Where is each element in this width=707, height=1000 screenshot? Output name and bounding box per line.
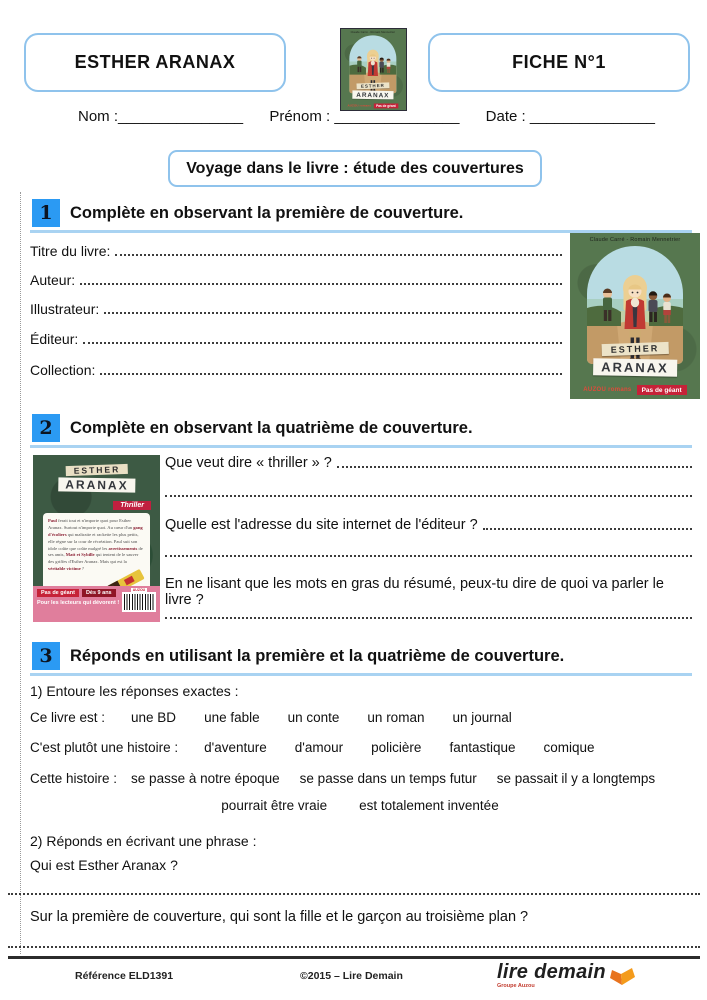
field-label: Illustrateur: xyxy=(30,301,100,317)
cover-authors: Claude Carré - Romain Mennetrier xyxy=(589,237,681,243)
answer-line xyxy=(8,893,700,895)
part2-label: 2) Réponds en écrivant une phrase : xyxy=(30,833,257,849)
section2-heading: Complète en observant la quatrième de couverture. xyxy=(70,419,473,437)
logo-text: lire demain xyxy=(497,961,606,983)
field-row-auteur xyxy=(30,269,562,288)
prenom-blank: _______________ xyxy=(334,108,460,125)
choice-option: un roman xyxy=(367,710,425,725)
field-label: Auteur: xyxy=(30,272,76,288)
field-row-editeur xyxy=(30,328,562,347)
field-label: Collection: xyxy=(30,362,96,378)
series-title-box xyxy=(24,33,286,92)
answer-line xyxy=(115,240,562,256)
choice-option: fantastique xyxy=(449,740,516,755)
answer-line xyxy=(165,617,692,619)
choice-option: un conte xyxy=(287,710,340,725)
sheet-number: FICHE N°1 xyxy=(512,52,606,72)
publisher-logo-text: AUZOU romans xyxy=(583,387,632,393)
open-book-icon xyxy=(608,965,638,987)
choice-option: d'amour xyxy=(294,740,344,755)
worksheet-title-box xyxy=(168,150,542,187)
choice-row-genre: C'est plutôt une histoire : d'aventure d'amour policière fantastique comique xyxy=(30,740,595,755)
genre-badge: Thriller xyxy=(113,501,151,510)
choice-option: se passait il y a longtemps xyxy=(496,771,656,786)
nom-blank: _______________ xyxy=(118,108,244,125)
summary-card: Paul ferait tout et n'importe quoi pour Esther Aranax. Surtout n'importe quoi. Au cœur d'un gang d'écoliers qui maltraite et rackette les plus petits, elle règne sur la cour de récréation. Paul suit son idole coûte que coûte malgré les avertissements de ses amis, Matt et Sybille qui tentent de le sauver des griffes d'Esther Aranax. Mais qui est la véritable victime ? xyxy=(43,513,150,593)
name-date-line xyxy=(78,108,655,125)
field-row-titre xyxy=(30,240,562,259)
choice-row-epoque: Cette histoire : se passe à notre époque se passe dans un temps futur se passait il y a longtemps xyxy=(30,771,656,786)
field-label: Éditeur: xyxy=(30,331,79,347)
publisher-logo-text: AUZOU romans xyxy=(347,104,372,108)
answer-line xyxy=(100,359,562,375)
field-row-illustrateur xyxy=(30,298,562,317)
field-row-collection xyxy=(30,359,562,378)
date-label: Date : xyxy=(485,108,526,125)
answer-line xyxy=(337,452,692,468)
choice-option: un journal xyxy=(452,710,512,725)
collection-badge: Pas de géant xyxy=(37,589,79,597)
cover-title-line2: ARANAX xyxy=(352,90,393,99)
footer-rule xyxy=(8,956,700,959)
choice-row-vrai xyxy=(30,798,690,813)
sheet-number-box xyxy=(428,33,690,92)
part1-label: 1) Entoure les réponses exactes : xyxy=(30,683,239,699)
age-badge: Dès 9 ans xyxy=(82,589,116,597)
cover-title-line1: ESTHER xyxy=(65,464,128,476)
nom-label: Nom : xyxy=(78,108,119,125)
back-cover-bottom-band xyxy=(33,586,160,622)
logo-subtext: Groupe Auzou xyxy=(497,983,535,989)
section3-heading: Réponds en utilisant la première et la quatrième de couverture. xyxy=(70,647,565,665)
series-title: ESTHER ARANAX xyxy=(74,52,236,72)
section1-heading: Complète en observant la première de couverture. xyxy=(70,204,464,222)
section1-number-badge: 1 xyxy=(32,199,60,227)
cover-title-line2: ARANAX xyxy=(58,477,136,492)
question-text: Sur la première de couverture, qui sont la fille et le garçon au troisième plan ? xyxy=(30,909,529,925)
page-margin-dotted-line xyxy=(20,192,21,954)
date-blank: _______________ xyxy=(529,108,656,125)
answer-line xyxy=(83,328,562,344)
tagline: Pour les lecteurs qui dévorent ! xyxy=(37,600,120,606)
prenom-label: Prénom : xyxy=(269,108,331,125)
cover-authors: Claude Carré - Romain Mennetrier xyxy=(350,30,396,34)
publisher-mini-text: AUZOU xyxy=(132,588,146,592)
choice-option: est totalement inventée xyxy=(359,798,499,813)
choice-option: comique xyxy=(543,740,595,755)
choice-row-type: Ce livre est : une BD une fable un conte un roman un journal xyxy=(30,710,512,725)
question-text: En ne lisant que les mots en gras du résumé, peux-tu dire de quoi va parler le livre ? xyxy=(165,576,664,608)
section3-underline xyxy=(30,673,692,676)
collection-badge: Pas de géant xyxy=(374,103,399,108)
cover-title-line1: ESTHER xyxy=(602,342,669,356)
mini-front-cover xyxy=(341,29,405,110)
footer-copyright: ©2015 – Lire Demain xyxy=(300,970,403,982)
mini-book-cover xyxy=(340,28,407,111)
barcode xyxy=(122,592,156,612)
question-text: Que veut dire « thriller » ? xyxy=(165,455,332,471)
choice-option: d'aventure xyxy=(204,740,267,755)
choice-option: se passe dans un temps futur xyxy=(299,771,477,786)
answer-line xyxy=(80,269,562,285)
cover-publisher-band xyxy=(570,381,700,399)
section2-underline xyxy=(30,445,692,448)
publisher-logo xyxy=(497,962,638,989)
answer-line xyxy=(483,514,692,530)
answer-line xyxy=(165,555,692,557)
back-cover-thumbnail xyxy=(33,455,160,622)
choice-option: une fable xyxy=(204,710,260,725)
section2-number-badge: 2 xyxy=(32,414,60,442)
question-row xyxy=(165,452,692,471)
question-row xyxy=(165,514,692,533)
question-text: Quelle est l'adresse du site internet de l'éditeur ? xyxy=(165,517,478,533)
choice-option: policière xyxy=(371,740,422,755)
answer-line xyxy=(8,946,700,948)
footer-reference: Référence ELD1391 xyxy=(75,970,174,982)
choice-option: pourrait être vraie xyxy=(221,798,328,813)
choice-option: une BD xyxy=(131,710,177,725)
section3-number-badge: 3 xyxy=(32,642,60,670)
front-cover-thumbnail xyxy=(570,233,700,399)
cover-title-line2: ARANAX xyxy=(593,358,677,376)
answer-line xyxy=(104,298,562,314)
choice-option: se passe à notre époque xyxy=(131,771,280,786)
answer-line xyxy=(165,495,692,497)
question-text: Qui est Esther Aranax ? xyxy=(30,857,178,873)
collection-badge: Pas de géant xyxy=(637,385,687,395)
field-label: Titre du livre: xyxy=(30,243,111,259)
cover-title-line1: ESTHER xyxy=(356,82,389,89)
worksheet-title: Voyage dans le livre : étude des couvertures xyxy=(186,159,524,177)
